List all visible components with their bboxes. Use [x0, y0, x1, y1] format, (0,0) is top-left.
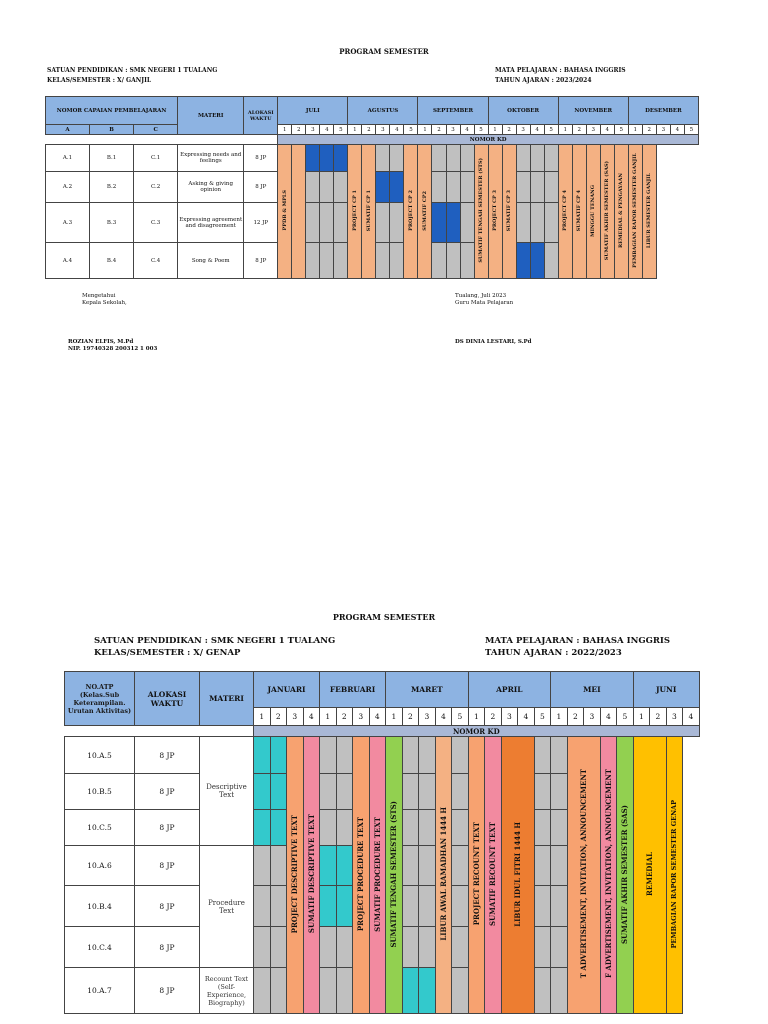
- page1-right-info: [495, 66, 626, 86]
- week-cell: 2: [650, 708, 667, 726]
- week-cell: 4: [670, 125, 684, 135]
- week-cell: 1: [551, 708, 568, 726]
- week-cell: 3: [666, 708, 683, 726]
- materi-cell: Expressing agreement and disagreement: [178, 203, 244, 243]
- cp-c: C.1: [134, 145, 178, 172]
- cp-a: A.1: [46, 145, 90, 172]
- atp-cell: 10.C.4: [65, 927, 135, 968]
- month-januari: JANUARI: [254, 672, 320, 708]
- sumatif-cp2-column: SUMATIF CP2: [418, 145, 432, 279]
- week-cell: 3: [586, 125, 600, 135]
- page1-schedule-table: [45, 96, 699, 279]
- materi-cell: Expressing needs and feelings: [178, 145, 244, 172]
- libur-column: LIBUR SEMESTER GANJIL: [642, 145, 656, 279]
- week-cell: 4: [369, 708, 386, 726]
- week-cell: 5: [684, 125, 698, 135]
- week-cell: 5: [334, 125, 348, 135]
- week-cell: 2: [572, 125, 586, 135]
- remedial-column: REMEDIAL & PENGAYAAN: [614, 145, 628, 279]
- idul-fitri-column: LIBUR IDUL FITRI 1444 H: [501, 737, 534, 1014]
- month-agustus: AGUSTUS: [348, 97, 418, 125]
- week-cell: 1: [278, 125, 292, 135]
- sumatif-cp3-column: SUMATIF CP 3: [502, 145, 516, 279]
- project-adv-column: T ADVERTISEMENT, INVITATION, ANNOUNCEMENT: [567, 737, 600, 1014]
- sumatif-cp1-column: SUMATIF CP 1: [362, 145, 376, 279]
- week-cell: 2: [567, 708, 584, 726]
- week-cell: 1: [628, 125, 642, 135]
- cp-b: B.3: [90, 203, 134, 243]
- atp-cell: 10.A.6: [65, 846, 135, 886]
- month-mei: MEI: [551, 672, 634, 708]
- week-cell: 5: [614, 125, 628, 135]
- week-cell: 3: [446, 125, 460, 135]
- week-cell: 2: [292, 125, 306, 135]
- cp-a: A.4: [46, 243, 90, 279]
- nomor-kd-row: NOMOR KD: [254, 726, 700, 737]
- materi-cell: Procedure Text: [200, 846, 254, 968]
- alokasi-cell: 8 JP: [135, 774, 200, 810]
- remedial-column: REMEDIAL: [633, 737, 666, 1014]
- rapor-column: PEMBAGIAN RAPOR SEMESTER GANJIL: [628, 145, 642, 279]
- alokasi-cell: 8 JP: [244, 172, 278, 203]
- week-cell: 1: [320, 708, 337, 726]
- week-cell: 2: [642, 125, 656, 135]
- week-cell: 2: [270, 708, 287, 726]
- mata-pelajaran: MATA PELAJARAN : BAHASA INGGRIS: [495, 67, 626, 74]
- atp-cell: 10.B.4: [65, 886, 135, 927]
- sumatif-desc-column: SUMATIF DESCRIPTIVE TEXT: [303, 737, 320, 1014]
- sts-column: SUMATIF TENGAH SEMESTER (STS): [386, 737, 403, 1014]
- week-cell: 3: [287, 708, 304, 726]
- month-maret: MARET: [386, 672, 469, 708]
- tahun-ajaran: TAHUN AJARAN : 2022/2023: [485, 648, 622, 658]
- name-left-block: [68, 339, 157, 353]
- header-alokasi: ALOKASI WAKTU: [244, 97, 278, 135]
- alokasi-cell: 8 JP: [135, 846, 200, 886]
- alokasi-cell: 8 JP: [135, 886, 200, 927]
- week-cell: 5: [474, 125, 488, 135]
- atp-cell: 10.C.5: [65, 810, 135, 846]
- week-cell: 2: [402, 708, 419, 726]
- kepala-sekolah-name: ROZIAN ELFIS, M.Pd: [68, 339, 134, 345]
- rapor-column: PEMBAGIAN RAPOR SEMESTER GENAP: [666, 737, 683, 1014]
- kepala-sekolah-nip: NIP. 19740328 200312 1 003: [68, 346, 158, 352]
- tempat-tanggal: Tualang, Juli 2023: [455, 293, 507, 299]
- sub-col-c: C: [134, 125, 178, 135]
- atp-cell: 10.B.5: [65, 774, 135, 810]
- page2-title: PROGRAM SEMESTER: [332, 612, 436, 622]
- week-cell: 1: [468, 708, 485, 726]
- minggu-tenang-column: MINGGU TENANG: [586, 145, 600, 279]
- week-cell: 1: [254, 708, 271, 726]
- cp-a: A.2: [46, 172, 90, 203]
- cp-b: B.2: [90, 172, 134, 203]
- sub-col-a: A: [46, 125, 90, 135]
- week-cell: 4: [460, 125, 474, 135]
- week-cell: 4: [518, 708, 535, 726]
- week-cell: 4: [435, 708, 452, 726]
- project-proc-column: PROJECT PROCEDURE TEXT: [353, 737, 370, 1014]
- project-cp1-column: PROJECT CP 1: [348, 145, 362, 279]
- week-cell: 4: [530, 125, 544, 135]
- week-cell: 3: [516, 125, 530, 135]
- satuan-pendidikan: SATUAN PENDIDIKAN : SMK NEGERI 1 TUALANG: [94, 636, 336, 646]
- month-november: NOVEMBER: [558, 97, 628, 125]
- project-cp4-column: PROJECT CP 4: [558, 145, 572, 279]
- kepala-sekolah-label: Kepala Sekolah,: [82, 300, 127, 306]
- cp-c: C.4: [134, 243, 178, 279]
- month-oktober: OKTOBER: [488, 97, 558, 125]
- month-juni: JUNI: [633, 672, 699, 708]
- kelas-semester: KELAS/SEMESTER : X/ GANJIL: [47, 77, 152, 84]
- alokasi-cell: 8 JP: [135, 927, 200, 968]
- materi-cell: Song & Poem: [178, 243, 244, 279]
- nomor-kd-row: NOMOR KD: [278, 135, 699, 145]
- week-cell: 1: [348, 125, 362, 135]
- header-nomor-capaian: NOMOR CAPAIAN PEMBELAJARAN: [46, 97, 178, 125]
- sign-right-block: [455, 293, 513, 307]
- sts-column: SUMATIF TENGAH SEMESTER (STS): [474, 145, 488, 279]
- page2-left-info: [94, 635, 335, 659]
- month-februari: FEBRUARI: [320, 672, 386, 708]
- week-cell: 5: [617, 708, 634, 726]
- mengetahui-label: Mengetahui: [82, 293, 116, 299]
- materi-cell: Descriptive Text: [200, 737, 254, 846]
- page2-right-info: [485, 635, 670, 659]
- week-cell: 3: [584, 708, 601, 726]
- atp-cell: 10.A.7: [65, 968, 135, 1014]
- month-desember: DESEMBER: [628, 97, 698, 125]
- header-atp: NO.ATP (Kelas.Sub Keterampilan. Urutan Aktivitas): [65, 672, 135, 726]
- week-cell: 4: [390, 125, 404, 135]
- project-desc-column: PROJECT DESCRIPTIVE TEXT: [287, 737, 304, 1014]
- mata-pelajaran: MATA PELAJARAN : BAHASA INGGRIS: [485, 636, 671, 646]
- header-materi: MATERI: [200, 672, 254, 726]
- week-cell: 3: [656, 125, 670, 135]
- week-cell: 3: [419, 708, 436, 726]
- week-cell: 4: [600, 125, 614, 135]
- sumatif-recount-column: SUMATIF RECOUNT TEXT: [485, 737, 502, 1014]
- week-cell: 3: [376, 125, 390, 135]
- cp-b: B.4: [90, 243, 134, 279]
- week-cell: 5: [452, 708, 469, 726]
- week-cell: 1: [488, 125, 502, 135]
- alokasi-cell: 8 JP: [244, 243, 278, 279]
- header-alokasi: ALOKASI WAKTU: [135, 672, 200, 726]
- week-cell: 4: [683, 708, 700, 726]
- alokasi-cell: 8 JP: [135, 810, 200, 846]
- week-cell: 3: [501, 708, 518, 726]
- sas-column: SUMATIF AKHIR SEMESTER (SAS): [617, 737, 634, 1014]
- page1-title: PROGRAM SEMESTER: [339, 47, 429, 56]
- mpls-column: PPDB & MPLS: [278, 145, 292, 279]
- alokasi-cell: 8 JP: [135, 968, 200, 1014]
- guru-name: DS DINIA LESTARI, S.Pd: [455, 339, 532, 345]
- sumatif-proc-column: SUMATIF PROCEDURE TEXT: [369, 737, 386, 1014]
- week-cell: 5: [534, 708, 551, 726]
- month-april: APRIL: [468, 672, 551, 708]
- week-cell: 2: [485, 708, 502, 726]
- header-materi: MATERI: [178, 97, 244, 135]
- alokasi-cell: 8 JP: [244, 145, 278, 172]
- alokasi-cell: 12 JP: [244, 203, 278, 243]
- project-cp3-column: PROJECT CP 3: [488, 145, 502, 279]
- project-recount-column: PROJECT RECOUNT TEXT: [468, 737, 485, 1014]
- week-cell: 4: [600, 708, 617, 726]
- cp-c: C.2: [134, 172, 178, 203]
- cp-a: A.3: [46, 203, 90, 243]
- kelas-semester: KELAS/SEMESTER : X/ GENAP: [94, 648, 241, 658]
- month-september: SEPTEMBER: [418, 97, 488, 125]
- sas-column: SUMATIF AKHIR SEMESTER (SAS): [600, 145, 614, 279]
- page1-left-info: [47, 66, 217, 86]
- tahun-ajaran: TAHUN AJARAN : 2023/2024: [495, 77, 592, 84]
- week-cell: 1: [418, 125, 432, 135]
- week-cell: 1: [386, 708, 403, 726]
- week-cell: 2: [432, 125, 446, 135]
- project-cp2-column: PROJECT CP 2: [404, 145, 418, 279]
- ramadhan-column: LIBUR AWAL RAMADHAN 1444 H: [435, 737, 452, 1014]
- materi-cell: Recount Text (Self-Experience, Biography): [200, 968, 254, 1014]
- atp-cell: 10.A.5: [65, 737, 135, 774]
- materi-cell: Asking & giving opinion: [178, 172, 244, 203]
- satuan-pendidikan: SATUAN PENDIDIKAN : SMK NEGERI 1 TUALANG: [47, 67, 218, 74]
- cp-c: C.3: [134, 203, 178, 243]
- sumatif-cp4-column: SUMATIF CP 4: [572, 145, 586, 279]
- week-cell: 4: [303, 708, 320, 726]
- week-cell: 2: [336, 708, 353, 726]
- sub-col-b: B: [90, 125, 134, 135]
- cp-b: B.1: [90, 145, 134, 172]
- name-right-block: [455, 339, 532, 346]
- week-cell: 1: [558, 125, 572, 135]
- week-cell: 3: [353, 708, 370, 726]
- week-cell: 5: [544, 125, 558, 135]
- week-cell: 5: [404, 125, 418, 135]
- month-juli: JULI: [278, 97, 348, 125]
- sumatif-adv-column: F ADVERTISEMENT, INVITATION, ANNOUNCEMENT: [600, 737, 617, 1014]
- sign-left-block: [82, 293, 127, 307]
- week-cell: 3: [306, 125, 320, 135]
- page2-schedule-table: [64, 671, 700, 1014]
- week-cell: 4: [320, 125, 334, 135]
- week-cell: 2: [362, 125, 376, 135]
- week-cell: 2: [502, 125, 516, 135]
- guru-label: Guru Mata Pelajaran: [455, 300, 514, 306]
- week-cell: 1: [633, 708, 650, 726]
- alokasi-cell: 8 JP: [135, 737, 200, 774]
